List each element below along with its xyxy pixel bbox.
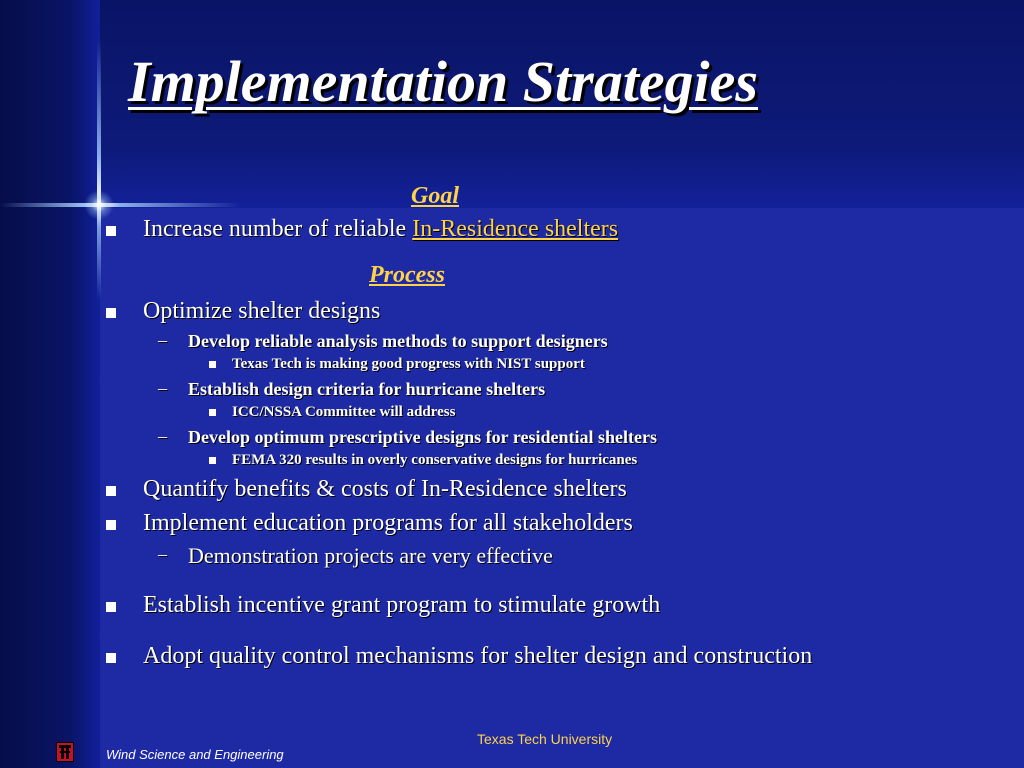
goal-heading: Goal xyxy=(411,183,459,209)
bullet-square-icon xyxy=(106,653,116,663)
list-item-level3: FEMA 320 results in overly conservative designs for hurricanes xyxy=(232,452,638,468)
bullet-square-icon xyxy=(106,308,116,318)
list-item-level1: Implement education programs for all stakeholders xyxy=(143,510,633,536)
bullet-square-icon xyxy=(209,361,216,368)
bullet-square-icon xyxy=(209,409,216,416)
footer-university: Texas Tech University xyxy=(477,731,613,747)
list-item-level2: Develop optimum prescriptive designs for residential shelters xyxy=(188,427,657,447)
goal-bullet-prefix: Increase number of reliable xyxy=(143,216,413,242)
light-flare-horizontal xyxy=(0,203,240,207)
bullet-square-icon xyxy=(106,226,116,236)
left-band xyxy=(0,0,100,768)
bullet-square-icon xyxy=(209,457,216,464)
list-item-level2: Demonstration projects are very effective xyxy=(188,543,553,568)
light-flare-glow xyxy=(84,190,114,220)
list-item-level1: Adopt quality control mechanisms for shelter design and construction xyxy=(143,643,813,669)
list-item-level1: Quantify benefits & costs of In-Residence shelters xyxy=(143,476,627,502)
list-item-level2: Establish design criteria for hurricane shelters xyxy=(188,379,546,399)
list-item-level2: Develop reliable analysis methods to support designers xyxy=(188,331,608,351)
light-flare-vertical xyxy=(97,40,101,300)
list-item-level1: Establish incentive grant program to stimulate growth xyxy=(143,592,661,618)
list-item-level3: Texas Tech is making good progress with NIST support xyxy=(232,356,585,372)
process-heading: Process xyxy=(369,262,445,288)
list-item-level1: Optimize shelter designs xyxy=(143,298,381,324)
list-item-level3: ICC/NSSA Committee will address xyxy=(232,404,456,420)
in-residence-shelters-link[interactable]: In-Residence shelters xyxy=(412,216,619,242)
goal-bullet-text xyxy=(143,216,618,243)
bullet-square-icon xyxy=(106,602,116,612)
dash-bullet-icon: – xyxy=(158,378,167,398)
bullet-square-icon xyxy=(106,486,116,496)
bullet-square-icon xyxy=(106,520,116,530)
slide-title: Implementation Strategies xyxy=(128,49,758,114)
footer-department: Wind Science and Engineering xyxy=(106,747,284,762)
dash-bullet-icon: – xyxy=(158,544,167,564)
dash-bullet-icon: – xyxy=(158,330,167,350)
double-t-logo-icon xyxy=(56,742,74,762)
dash-bullet-icon: – xyxy=(158,426,167,446)
